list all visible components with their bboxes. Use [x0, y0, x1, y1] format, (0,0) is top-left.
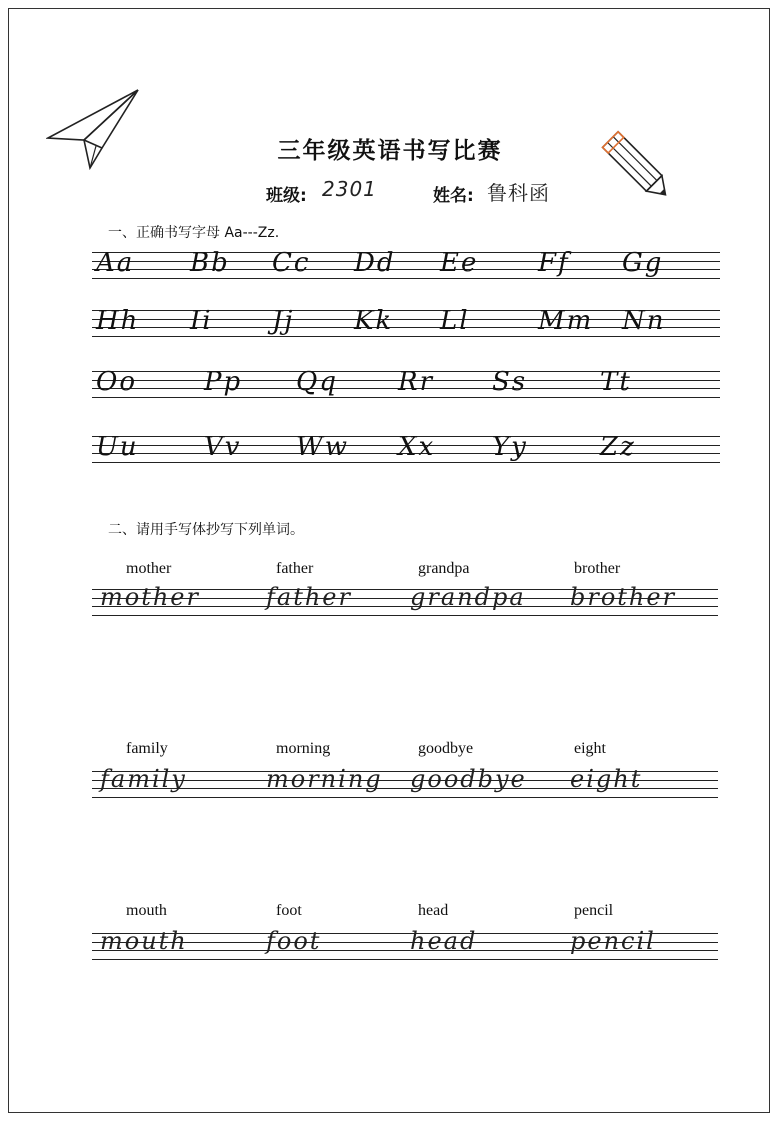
- letter-pair: Aa: [96, 248, 135, 278]
- name-value: 鲁科函: [487, 181, 550, 205]
- word-handwritten: brother: [570, 583, 677, 611]
- letter-pair: Ee: [440, 248, 479, 278]
- word-label: eight: [574, 740, 606, 757]
- word-handwritten: foot: [266, 927, 322, 955]
- letter-pair: Rr: [398, 367, 435, 397]
- class-label: 班级:: [266, 186, 307, 206]
- word-label: father: [276, 560, 314, 577]
- word-handwritten: goodbye: [410, 765, 527, 793]
- letter-pair: Yy: [492, 432, 528, 462]
- word-label: head: [418, 902, 449, 919]
- letter-pair: Ww: [296, 432, 349, 462]
- word-label: family: [126, 740, 168, 757]
- section-1-heading: 一、正确书写字母 Aa---Zz.: [108, 225, 280, 241]
- letter-pair: Jj: [272, 306, 295, 336]
- letter-pair: Cc: [272, 248, 311, 278]
- letter-pair: Kk: [354, 306, 394, 336]
- letter-pair: Ff: [538, 248, 570, 278]
- letter-pair: Uu: [96, 432, 139, 462]
- class-value: 2301: [322, 177, 377, 201]
- word-label: goodbye: [418, 740, 474, 757]
- word-handwritten: father: [266, 583, 352, 611]
- letter-pair: Pp: [204, 367, 243, 397]
- letter-pair: Nn: [622, 306, 666, 336]
- letter-pair: Bb: [190, 248, 230, 278]
- letter-pair: Oo: [96, 367, 137, 397]
- word-label: mother: [126, 560, 172, 577]
- letter-pair: Zz: [600, 432, 636, 462]
- letter-pair: Xx: [398, 432, 436, 462]
- word-handwritten: pencil: [570, 927, 656, 955]
- word-handwritten: morning: [266, 765, 383, 793]
- section-2-heading: 二、请用手写体抄写下列单词。: [108, 522, 304, 538]
- letter-pair: Ii: [190, 306, 213, 336]
- word-handwritten: head: [410, 927, 478, 955]
- letter-pair: Mm: [538, 306, 594, 336]
- word-handwritten: family: [100, 765, 187, 793]
- word-label: grandpa: [418, 560, 470, 577]
- letter-pair: Vv: [204, 432, 242, 462]
- letter-pair: Ss: [492, 367, 528, 397]
- word-handwritten: mother: [100, 583, 200, 611]
- letter-pair: Ll: [440, 306, 470, 336]
- page-title: 三年级英语书写比赛: [277, 138, 503, 164]
- letter-pair: Dd: [354, 248, 396, 278]
- letter-pair: Gg: [622, 248, 664, 278]
- word-label: foot: [276, 902, 302, 919]
- letter-pair: Qq: [296, 367, 338, 397]
- name-label: 姓名:: [433, 186, 474, 206]
- letter-pair: Tt: [600, 367, 632, 397]
- word-label: brother: [574, 560, 621, 577]
- word-handwritten: eight: [570, 765, 643, 793]
- letter-pair: Hh: [96, 306, 140, 336]
- word-label: pencil: [574, 902, 614, 919]
- word-label: mouth: [126, 902, 167, 919]
- word-handwritten: grandpa: [410, 583, 526, 611]
- word-label: morning: [276, 740, 331, 757]
- word-handwritten: mouth: [100, 927, 188, 955]
